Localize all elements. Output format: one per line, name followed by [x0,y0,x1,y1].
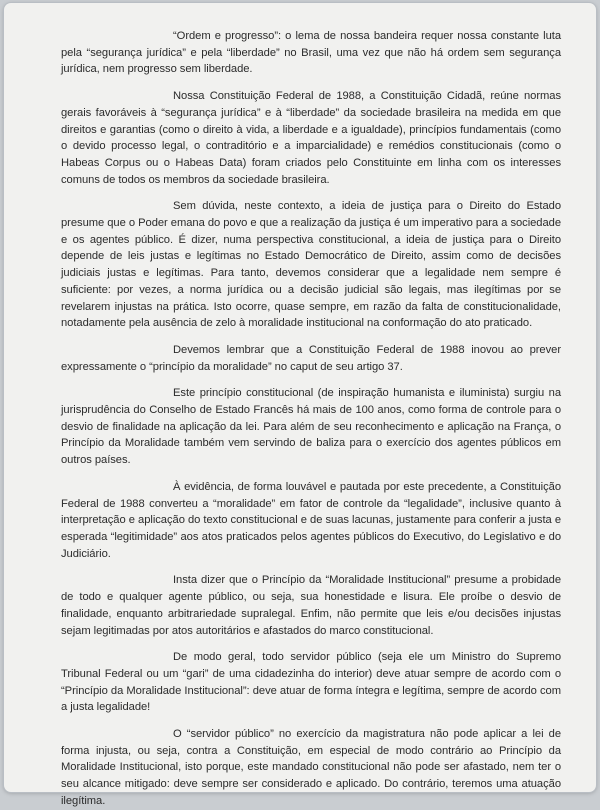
paragraph-3: Sem dúvida, neste contexto, a ideia de justiça para o Direito do Estado presume que o Poder emana do povo e que a realização da justiça é um imperativo para a sociedade e os agentes público. É dizer, numa perspectiva constitucional, a ideia de justiça para o Direito depende de leis justas e legítimas no Estado Democrático de Direito, assim como de decisões judiciais justas e legítimas. Para tanto, devemos considerar que a legalidade nem sempre é suficiente: por vezes, a norma jurídica ou a decisão judicial são legais, mas ilegítimas por se revelarem injustas na prática. Isto ocorre, quase sempre, em razão da falta de constitucionalidade, notadamente pela ausência de zelo à moralidade institucional na conformação do ato praticado. [61,200,561,330]
paragraph-1: “Ordem e progresso”: o lema de nossa bandeira requer nossa constante luta pela “segurança jurídica” e pela “liberdade” no Brasil, uma vez que não há ordem sem segurança jurídica, nem progresso sem liberdade. [61,30,561,76]
paragraph-2: Nossa Constituição Federal de 1988, a Constituição Cidadã, reúne normas gerais favoráveis à “segurança jurídica” e à “liberdade” da sociedade brasileira na medida em que direitos e garantias (como o direito à vida, a liberdade e a igualdade), princípios fundamentais (como o devido processo legal, o contraditório e a imparcialidade) e remédios constitucionais (como o Habeas Corpus ou o Habeas Data) foram criados pelo Constituinte em linha com os interesses comuns de todos os membros da sociedade brasileira. [61,90,561,186]
paragraph-5: Este princípio constitucional (de inspiração humanista e iluminista) surgiu na jurisprudência do Conselho de Estado Francês há mais de 100 anos, como forma de controle para o desvio de finalidade na aplicação da lei. Para além de seu reconhecimento e aplicação na França, o Princípio da Moralidade também vem servindo de baliza para o exercício dos agentes públicos em outros países. [61,387,561,467]
paragraph-7: Insta dizer que o Princípio da “Moralidade Institucional” presume a probidade de todo e qualquer agente público, ou seja, sua honestidade e lisura. Ele proíbe o desvio de finalidade, enquanto arbitrariedade supralegal. Enfim, não permite que leis e/ou decisões injustas sejam legitimadas por atos autoritários e afastados do marco constitucional. [61,574,561,637]
paragraph-4: Devemos lembrar que a Constituição Federal de 1988 inovou ao prever expressamente o “princípio da moralidade” no caput de seu artigo 37. [61,343,561,373]
paragraph-6: À evidência, de forma louvável e pautada por este precedente, a Constituição Federal de 1988 converteu a “moralidade” em fator de controle da “legalidade”, inclusive quanto à interpretação e aplicação do texto constitucional e de suas lacunas, justamente para conferir a justa e esperada “legitimidade” aos atos praticados pelos agentes públicos do Executivo, do Legislativo e do Judiciário. [61,480,561,560]
paragraph-8: De modo geral, todo servidor público (seja ele um Ministro do Supremo Tribunal Federal ou um “gari” de uma cidadezinha do interior) deve atuar sempre de acordo com o “Princípio da Moralidade Institucional”: deve atuar de forma íntegra e legítima, sempre de acordo com a justa legalidade! [61,651,561,714]
paragraph-9: O “servidor público” no exercício da magistratura não pode aplicar a lei de forma injusta, ou seja, contra a Constituição, em especial de modo contrário ao Princípio da Moralidade Institucional, isto porque, este mandado constitucional não pode ser afastado, nem ter o seu alcance mitigado: deve sempre ser considerado e aplicado. Do contrário, teremos uma atuação ilegítima. [61,728,561,807]
document-page [4,3,596,807]
